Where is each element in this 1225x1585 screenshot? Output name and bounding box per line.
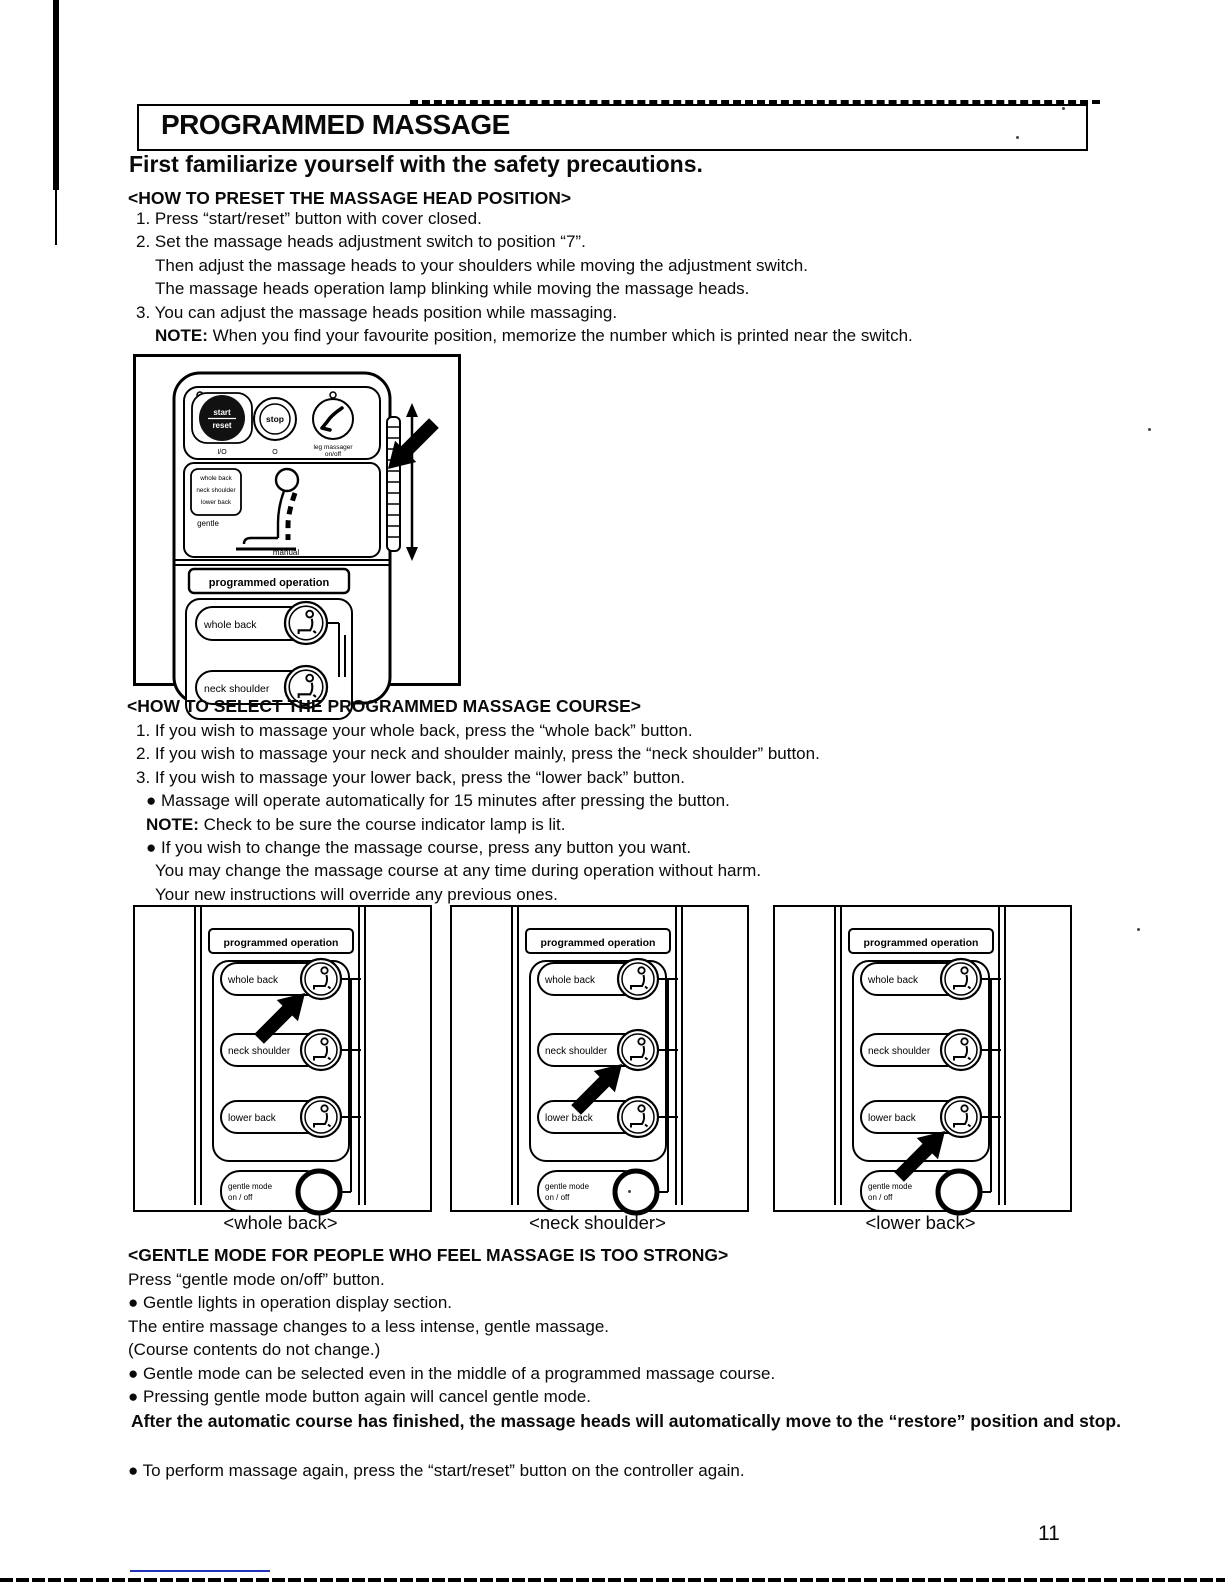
body-line: 2. Set the massage heads adjustment switch to position “7”.: [136, 232, 586, 252]
gentle-mode-button: [861, 1171, 980, 1213]
gentle-heading: <GENTLE MODE FOR PEOPLE WHO FEEL MASSAGE IS TOO STRONG>: [128, 1245, 729, 1265]
svg-text:neck shoulder: neck shoulder: [228, 1046, 291, 1057]
caption-whole-back: <whole back>: [223, 1212, 338, 1233]
chair-icon: [941, 1030, 981, 1070]
lower-back-button: [861, 1097, 981, 1137]
gentle-label: gentle: [197, 519, 219, 528]
controller-drawing: [136, 357, 450, 695]
gentle-mode-button: [221, 1171, 340, 1213]
body-line: ● Pressing gentle mode button again will cancel gentle mode.: [128, 1387, 591, 1407]
svg-text:neck shoulder: neck shoulder: [204, 683, 270, 695]
whole-back-button: [196, 602, 327, 644]
power-mark: I/O: [217, 449, 227, 456]
chair-icon: [301, 1097, 341, 1137]
svg-text:whole back: whole back: [200, 475, 232, 482]
leg-massager-button: [313, 399, 353, 439]
chair-icon: [941, 959, 981, 999]
svg-text:programmed operation: programmed operation: [540, 937, 656, 949]
restart-note: ● To perform massage again, press the “start/reset” button on the controller again.: [128, 1461, 745, 1480]
page-title: PROGRAMMED MASSAGE: [161, 109, 510, 140]
svg-text:neck shoulder: neck shoulder: [868, 1046, 931, 1057]
chair-icon: [618, 959, 658, 999]
svg-text:stop: stop: [266, 414, 284, 424]
svg-text:programmed operation: programmed operation: [223, 937, 339, 949]
body-line: NOTE: When you find your favourite position, memorize the number which is printed near the switch.: [155, 326, 913, 346]
svg-text:start: start: [213, 408, 231, 417]
body-line: ● Massage will operate automatically for 15 minutes after pressing the button.: [146, 791, 730, 811]
chair-icon: [618, 1097, 658, 1137]
svg-text:on / off: on / off: [545, 1193, 570, 1202]
svg-text:lower back: lower back: [545, 1113, 593, 1124]
start-reset-button: [192, 393, 252, 443]
preset-heading: <HOW TO PRESET THE MASSAGE HEAD POSITION>: [128, 188, 572, 208]
body-line: ● If you wish to change the massage course, press any button you want.: [146, 838, 692, 858]
chair-icon: [301, 959, 341, 999]
leg-label: leg massager: [313, 444, 353, 451]
whole-back-button: [221, 959, 341, 999]
gentle-lines: [128, 1268, 775, 1408]
svg-text:gentle mode: gentle mode: [868, 1182, 913, 1191]
controller-figure: [133, 354, 461, 695]
body-line: 1. Press “start/reset” button with cover closed.: [136, 209, 482, 228]
whole-back-button: [538, 959, 658, 999]
body-line: Your new instructions will override any previous ones.: [155, 884, 558, 904]
svg-text:neck shoulder: neck shoulder: [196, 487, 236, 494]
body-line: You may change the massage course at any time during operation without harm.: [155, 861, 762, 881]
svg-text:neck shoulder: neck shoulder: [545, 1046, 608, 1057]
body-line: (Course contents do not change.): [128, 1340, 381, 1360]
page-number: 11: [1038, 1522, 1060, 1545]
scan-noise-dot: [1148, 428, 1151, 431]
body-line: Then adjust the massage heads to your shoulders while moving the adjustment switch.: [155, 255, 808, 275]
stop-mark: O: [272, 449, 278, 456]
stop-button: [254, 398, 296, 440]
svg-text:reset: reset: [212, 421, 232, 430]
svg-text:whole back: whole back: [228, 975, 279, 986]
body-line: ● Gentle mode can be selected even in the middle of a programmed massage course.: [128, 1363, 776, 1383]
neck-shoulder-button: [221, 1030, 341, 1070]
lower-back-button: [221, 1097, 341, 1137]
chair-icon: [618, 1030, 658, 1070]
svg-text:on / off: on / off: [868, 1193, 893, 1202]
body-line: 2. If you wish to massage your neck and shoulder mainly, press the “neck shoulder” button.: [136, 744, 820, 764]
gentle-mode-button: [538, 1171, 657, 1213]
svg-text:programmed operation: programmed operation: [208, 577, 330, 589]
neck-shoulder-button: [538, 1030, 658, 1070]
panel-drawing: [775, 907, 1065, 1205]
chair-icon: [285, 602, 327, 644]
body-line: Press “gentle mode on/off” button.: [128, 1270, 385, 1289]
scan-edge-bar: [53, 0, 59, 190]
caption-lower-back: <lower back>: [865, 1212, 976, 1233]
panel-drawing: [452, 907, 742, 1205]
body-line: NOTE: Check to be sure the course indicator lamp is lit.: [146, 814, 566, 834]
finish-note: After the automatic course has finished, the massage heads will automatically move to the “restore” position and stop.: [131, 1411, 1121, 1431]
svg-text:gentle mode: gentle mode: [228, 1182, 273, 1191]
svg-text:on / off: on / off: [228, 1193, 253, 1202]
body-line: The entire massage changes to a less intense, gentle massage.: [128, 1316, 610, 1336]
body-line: 1. If you wish to massage your whole back, press the “whole back” button.: [136, 721, 693, 740]
preset-lines: [128, 207, 913, 347]
chair-icon: [941, 1097, 981, 1137]
course-indicator-box: [191, 469, 241, 515]
svg-text:lower back: lower back: [200, 499, 232, 506]
panel-whole-back: [133, 905, 432, 1212]
scan-noise-dot: [1062, 107, 1065, 110]
neck-shoulder-button: [861, 1030, 981, 1070]
whole-back-button: [861, 959, 981, 999]
scan-noise-dot: [1016, 136, 1019, 139]
body-line: 3. You can adjust the massage heads position while massaging.: [136, 302, 618, 322]
panel-neck-shoulder: [450, 905, 749, 1212]
title-box: [137, 104, 1088, 151]
caption-neck-shoulder: <neck shoulder>: [529, 1212, 666, 1233]
svg-text:gentle mode: gentle mode: [545, 1182, 590, 1191]
chair-icon: [301, 1030, 341, 1070]
select-lines: [128, 719, 820, 906]
scan-noise-dot: [1137, 928, 1140, 931]
body-line: ● Gentle lights in operation display section.: [128, 1293, 453, 1313]
panel-lower-back: [773, 905, 1072, 1212]
scan-edge-bar-thin: [55, 190, 57, 245]
svg-text:programmed operation: programmed operation: [863, 937, 979, 949]
body-line: The massage heads operation lamp blinking while moving the massage heads.: [155, 279, 750, 299]
body-line: 3. If you wish to massage your lower back, press the “lower back” button.: [136, 767, 685, 787]
svg-text:whole back: whole back: [868, 975, 919, 986]
svg-text:whole back: whole back: [545, 975, 596, 986]
svg-text:lower back: lower back: [228, 1113, 276, 1124]
lower-back-button: [538, 1097, 658, 1137]
scan-blue-line: [130, 1570, 270, 1572]
scan-bottom-edge: [0, 1578, 1225, 1582]
up-down-arrow-icon: [406, 403, 418, 561]
select-heading: <HOW TO SELECT THE PROGRAMMED MASSAGE COURSE>: [127, 696, 642, 716]
leg-label2: on/off: [324, 451, 342, 458]
panel-drawing: [135, 907, 425, 1205]
manual-label: manual: [272, 548, 300, 557]
svg-text:lower back: lower back: [868, 1113, 916, 1124]
svg-text:whole back: whole back: [204, 619, 257, 631]
scan-noise-dot: [628, 1190, 631, 1193]
position-slider: [387, 417, 400, 551]
subtitle: First familiarize yourself with the safety precautions.: [129, 151, 703, 177]
